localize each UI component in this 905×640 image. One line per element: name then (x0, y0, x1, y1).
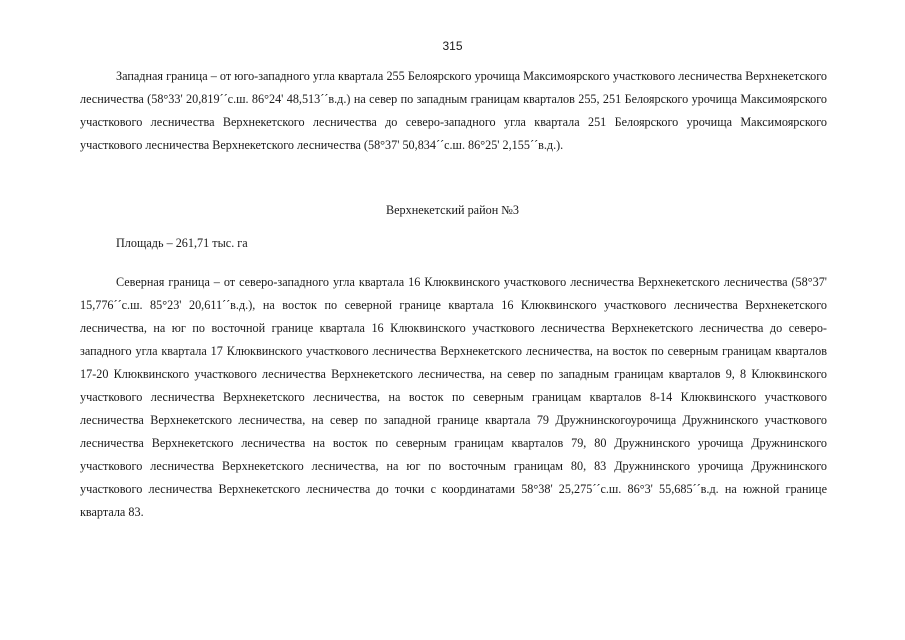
northern-boundary-paragraph: Северная граница – от северо-западного угла квартала 16 Клюквинского участкового лесничества Верхнекетского лесничества (58°37' 15,776´´с.ш. 85°23' 20,611´´в.д.), на восток по северной границе квартала 16 Клюквинского участкового лесничества Верхнекетского лесничества, на юг по восточной границе квартала 16 Клюквинского участкового лесничества Верхнекетского лесничества до северо-западного угла квартала 17 Клюквинского участкового лесничества Верхнекетского лесничества, на восток по северным границам кварталов 17-20 Клюквинского участкового лесничества Верхнекетского лесничества, на север по западным границам кварталов 9, 8 Клюквинского участкового лесничества Верхнекетского лесничества, на восток по северным границам кварталов 8-14 Клюквинского участкового лесничества Верхнекетского лесничества, на север по западной границе квартала 79 Дружнинскогоурочища Дружнинского участкового лесничества Верхнекетского лесничества на восток по северным границам кварталов 79, 80 Дружнинского урочища Дружнинского участкового лесничества Верхнекетского лесничества, на юг по восточным границам 80, 83 Дружнинского урочища Дружнинского участкового лесничества Верхнекетского лесничества до точки с координатами 58°38' 25,275´´с.ш. 86°3' 55,685´´в.д. на южной границе квартала 83. (80, 275, 827, 519)
district-heading: Верхнекетский район №3 (386, 203, 519, 217)
area-text: Площадь – 261,71 тыс. га (116, 236, 248, 250)
page-number: 315 (442, 39, 463, 53)
western-boundary-paragraph: Западная граница – от юго-западного угла квартала 255 Белоярского урочища Максимоярского участкового лесничества Верхнекетского лесничества (58°33' 20,819´´с.ш. 86°24' 48,513´´в.д.) на север по западным границам кварталов 255, 251 Белоярского урочища Максимоярского участкового лесничества Верхнекетского лесничества до северо-западного угла квартала 251 Белоярского урочища Максимоярского участкового лесничества Верхнекетского лесничества (58°37' 50,834´´с.ш. 86°25' 2,155´´в.д.). (80, 69, 827, 152)
